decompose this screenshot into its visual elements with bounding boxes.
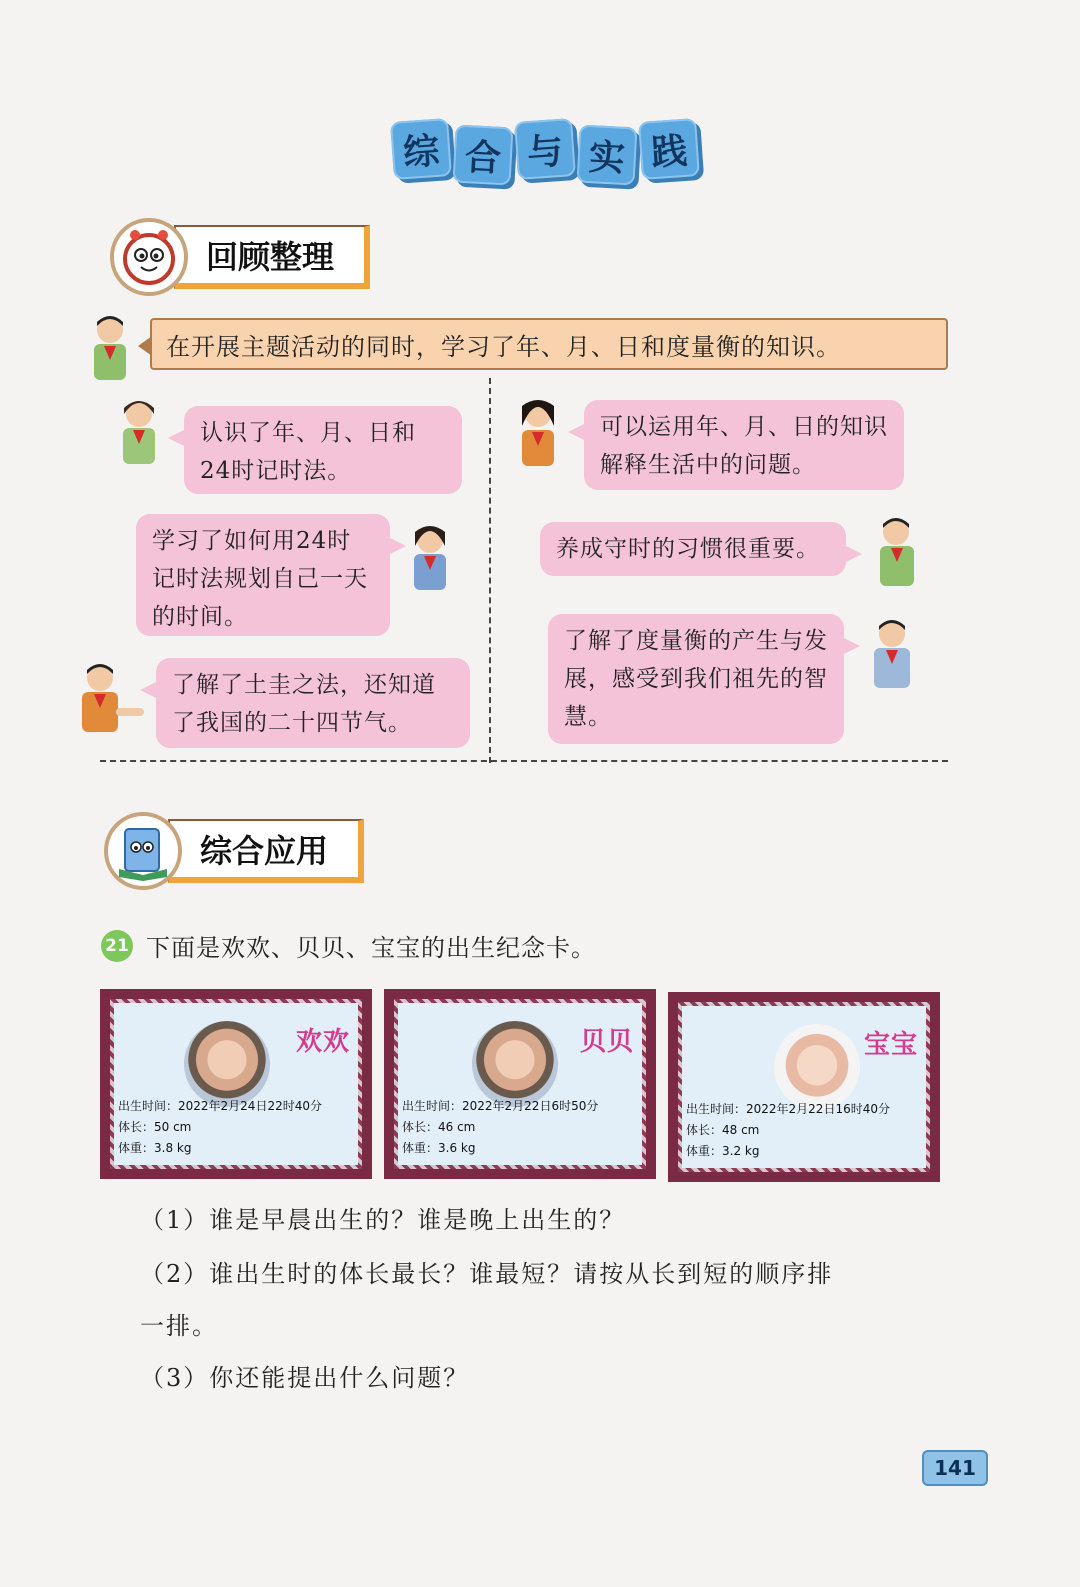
birth-info <box>118 1096 322 1159</box>
girl-figure-icon <box>510 396 566 470</box>
birth-card <box>100 989 372 1179</box>
birth-length: 体长：48 cm <box>686 1123 760 1137</box>
title-tile: 合 <box>453 125 514 186</box>
title-tile: 综 <box>390 118 452 180</box>
birth-card <box>668 992 940 1182</box>
summary-banner: 在开展主题活动的同时，学习了年、月、日和度量衡的知识。 <box>150 318 948 370</box>
baby-photo <box>774 1024 860 1110</box>
birth-info <box>402 1096 598 1159</box>
clock-mascot-icon <box>110 218 188 296</box>
baby-photo <box>184 1021 270 1107</box>
birth-weight: 体重：3.6 kg <box>402 1141 476 1155</box>
title-tile: 与 <box>514 118 576 180</box>
title-tile: 践 <box>638 118 700 180</box>
boy-figure-icon <box>80 312 140 382</box>
page-number: 141 <box>922 1450 988 1486</box>
speech-bubble: 可以运用年、月、日的知识解释生活中的问题。 <box>584 400 904 490</box>
sub-question: （2）谁出生时的体长最长？谁最短？请按从长到短的顺序排 <box>140 1260 834 1288</box>
title-tile: 实 <box>577 125 638 186</box>
vertical-divider <box>489 378 491 763</box>
section-review-label: 回顾整理 <box>174 225 370 289</box>
birth-card <box>384 989 656 1179</box>
section-review-header <box>110 218 370 296</box>
birth-length: 体长：46 cm <box>402 1120 476 1134</box>
girl-figure-icon <box>404 522 456 594</box>
birth-length: 体长：50 cm <box>118 1120 192 1134</box>
girl-figure-icon <box>108 396 170 468</box>
birth-time: 出生时间：2022年2月22日6时50分 <box>402 1099 599 1113</box>
section-application-label: 综合应用 <box>168 819 364 883</box>
baby-name: 宝宝 <box>863 1030 918 1060</box>
boy-figure-icon <box>852 616 932 692</box>
speech-bubble: 学习了如何用24时记时法规划自己一天的时间。 <box>136 514 390 636</box>
book-mascot-icon <box>104 812 182 890</box>
speech-bubble: 了解了度量衡的产生与发展，感受到我们祖先的智慧。 <box>548 614 844 744</box>
baby-name: 欢欢 <box>295 1027 350 1057</box>
boy-figure-icon <box>864 514 926 590</box>
sub-question: （3）你还能提出什么问题？ <box>140 1364 470 1392</box>
sub-question-continuation: 一排。 <box>140 1312 218 1340</box>
page-title <box>392 118 702 184</box>
boy-figure-icon <box>70 660 150 738</box>
birth-time: 出生时间：2022年2月24日22时40分 <box>118 1099 322 1113</box>
baby-photo <box>472 1021 558 1107</box>
section-application-header <box>104 812 364 890</box>
birth-time: 出生时间：2022年2月22日16时40分 <box>686 1102 890 1116</box>
speech-bubble: 养成守时的习惯很重要。 <box>540 522 846 576</box>
sub-question: （1）谁是早晨出生的？谁是晚上出生的？ <box>140 1206 626 1234</box>
birth-weight: 体重：3.8 kg <box>118 1141 192 1155</box>
horizontal-divider <box>100 760 948 762</box>
question-text: 下面是欢欢、贝贝、宝宝的出生纪念卡。 <box>146 934 596 962</box>
question-number-badge: 21 <box>101 930 133 962</box>
birth-weight: 体重：3.2 kg <box>686 1144 760 1158</box>
speech-bubble: 了解了土圭之法，还知道了我国的二十四节气。 <box>156 658 470 748</box>
baby-name: 贝贝 <box>579 1027 634 1057</box>
birth-info <box>686 1099 890 1162</box>
speech-bubble: 认识了年、月、日和24时记时法。 <box>184 406 462 494</box>
